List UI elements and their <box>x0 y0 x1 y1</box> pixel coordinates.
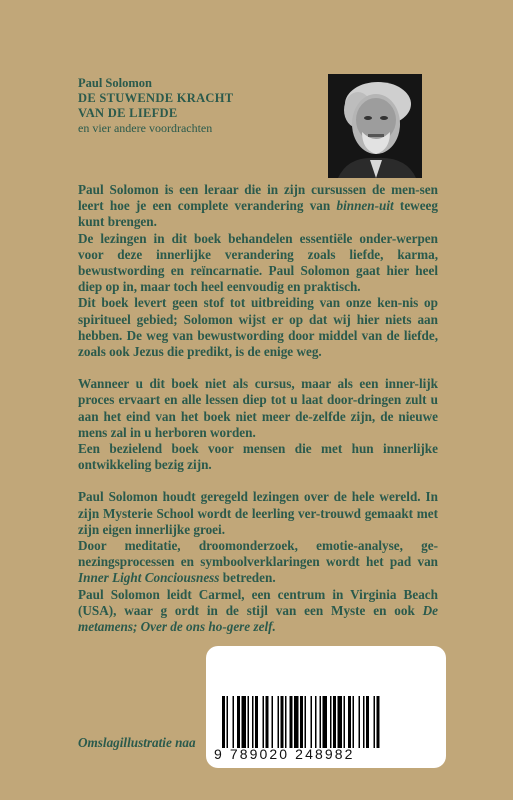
barcode-bar <box>366 696 369 748</box>
barcode-bar <box>248 696 250 748</box>
paragraph-7-text: Door meditatie, droomonderzoek, emotie-analyse, ge-nezingsprocessen en symboolverklaringen wordt het pad van <box>78 538 438 570</box>
book-header <box>78 76 318 136</box>
paragraph-8-italic-b: ons ho-gere zelf. <box>186 619 276 635</box>
barcode-bar <box>285 696 287 748</box>
paragraph-7-italic: Inner Light Conciousness <box>78 570 220 586</box>
barcode-bar <box>344 696 346 748</box>
barcode-bar <box>320 696 322 748</box>
barcode-bar <box>311 696 313 748</box>
barcode-bar <box>374 696 376 748</box>
paragraph-2: De lezingen in dit boek behandelen essentiële onder-werpen voor deze innerlijke verandering zoals liefde, karma, bewustwording en reïncarnatie. Paul Solomon gaat hier heel diep op in, maar toch heel eenvoudig en praktisch. <box>78 230 438 295</box>
credit-left-text: Omslagillustratie naa <box>78 735 196 750</box>
paragraph-1-text: Paul Solomon is een leraar die in zijn cursussen de men-sen leert hoe je een complete verandering van <box>78 182 438 214</box>
book-subtitle: en vier andere voordrachten <box>78 121 213 135</box>
barcode-sticker <box>206 646 446 768</box>
barcode-bar <box>300 696 303 748</box>
barcode-bar <box>333 696 336 748</box>
barcode-bar <box>330 696 332 748</box>
isbn-digits: 9 789020 248982 <box>214 746 355 762</box>
barcode-bar <box>222 696 225 748</box>
barcode-bar <box>227 696 229 748</box>
paragraph-8-text-a: Paul Solomon leidt Carmel, een centrum in Virginia Beach (USA), waar g <box>78 586 438 618</box>
barcode-bar <box>266 696 269 748</box>
barcode-bar <box>290 696 293 748</box>
barcode-bar <box>233 696 235 748</box>
author-portrait-image <box>328 74 422 178</box>
barcode-bar <box>272 696 274 748</box>
paragraph-8-italic-a: De metamens; Over de <box>78 602 439 635</box>
paragraph-5: Een bezielend boek voor mensen die met hun innerlijke ontwikkeling bezig zijn. <box>78 441 438 473</box>
paragraph-8-text-c: en ook <box>373 602 415 618</box>
paragraph-1-italic: binnen-uit <box>336 198 394 214</box>
paragraph-4: Wanneer u dit boek niet als cursus, maar als een inner-lijk proces ervaart en alle lessen diep tot u laat door-dringen zult u aan het eind van het boek niet meer de-zelfde zijn, de nieuwe mens zal in u herboren worden. <box>78 376 438 440</box>
book-title-line-1: DE STUWENDE KRACHT <box>78 91 234 105</box>
barcode-bar <box>281 696 284 748</box>
barcode-bar <box>359 696 361 748</box>
barcode-bars <box>222 696 426 748</box>
barcode-bar <box>242 696 247 748</box>
barcode-bar <box>363 696 365 748</box>
barcode-bar <box>377 696 380 748</box>
barcode-bar <box>252 696 254 748</box>
barcode-bar <box>353 696 355 748</box>
barcode-bar <box>278 696 280 748</box>
barcode-bar <box>263 696 265 748</box>
paragraph-7-end: betreden. <box>219 570 276 586</box>
paragraph-8-text-b: ordt in de stijl van een Myste <box>174 602 366 618</box>
paragraph-1 <box>78 182 438 231</box>
barcode-bar <box>315 696 317 748</box>
barcode-bar <box>305 696 307 748</box>
author-photo <box>328 74 422 178</box>
barcode-bar <box>237 696 240 748</box>
paragraph-1-end: teweeg kunt brengen. <box>78 198 438 230</box>
paragraph-8 <box>78 587 438 636</box>
paragraph-3: Dit boek levert geen stof tot uitbreiding van onze ken-nis op spiritueel gebied; Solomon wijst er op dat wij hier niets aan hebben. De weg van bewustwording door middel van de liefde, zoals ook Jezus die predikt, is de enige weg. <box>78 295 438 360</box>
barcode-bar <box>323 696 328 748</box>
blurb-text <box>78 182 438 635</box>
barcode-bar <box>348 696 351 748</box>
author-name: Paul Solomon <box>78 76 152 90</box>
barcode-bar <box>338 696 343 748</box>
paragraph-7 <box>78 538 438 587</box>
barcode-bar <box>255 696 258 748</box>
book-title-line-2: VAN DE LIEFDE <box>78 106 178 120</box>
paragraph-6: Paul Solomon houdt geregeld lezingen over de hele wereld. In zijn Mysterie School wordt de leerling ver-trouwd gemaakt met zijn eigen innerlijke groei. <box>78 489 438 537</box>
barcode-bar <box>294 696 299 748</box>
